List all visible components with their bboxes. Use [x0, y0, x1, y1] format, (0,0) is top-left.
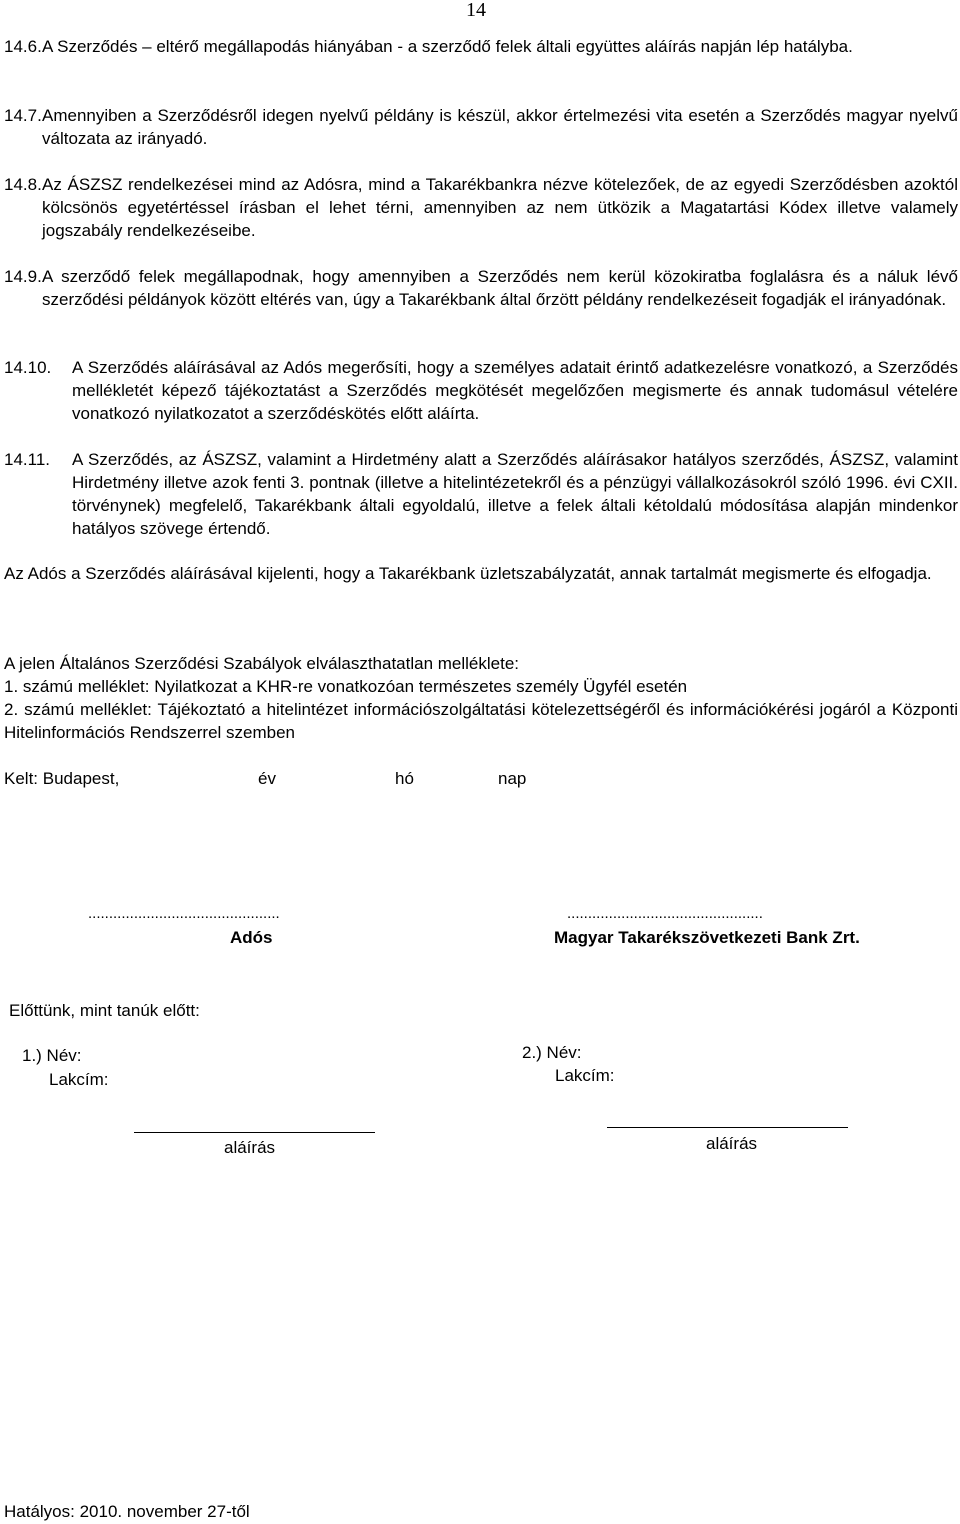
- date-day-label: nap: [498, 769, 527, 788]
- witness-1-signature-line: [134, 1132, 375, 1133]
- clause-number: 14.10.: [4, 358, 52, 377]
- witness-2-signature-label: aláírás: [706, 1134, 758, 1153]
- witness-1-signature-label: aláírás: [224, 1138, 276, 1157]
- annex-item-2: 2. számú melléklet: Tájékoztató a hitelintézet információszolgáltatási kötelezettségéről és információkérési jogáról a Központi Hitelinformációs Rendszerrel szemben: [4, 700, 958, 742]
- clause-14-7: [4, 104, 958, 150]
- clause-14-8: [4, 173, 958, 242]
- signatory-bank: Magyar Takarékszövetkezeti Bank Zrt.: [554, 928, 860, 947]
- witness-heading: Előttünk, mint tanúk előtt:: [9, 1001, 200, 1020]
- clause-number: 14.6.: [4, 37, 42, 56]
- clause-14-9: [4, 265, 958, 311]
- clause-text: Amennyiben a Szerződésről idegen nyelvű példány is készül, akkor értelmezési vita esetén a Szerződés magyar nyelvű változata az irányadó.: [42, 106, 958, 148]
- date-month-label: hó: [395, 769, 414, 788]
- signature-dots-left: ..............................................: [88, 905, 280, 922]
- clause-14-10: [4, 356, 958, 425]
- clause-text: Az ÁSZSZ rendelkezései mind az Adósra, mind a Takarékbankra nézve kötelezőek, de az egyedi Szerződésben azoktól kölcsönös egyetértéssel írásban el lehet térni, amennyiben az nem ütközik a Magatartási Kódex illetve valamely jogszabály rendelkezéseibe.: [42, 175, 958, 240]
- witness-1-name-label: 1.) Név:: [22, 1046, 82, 1065]
- footer-effective-date: Hatályos: 2010. november 27-től: [4, 1502, 250, 1521]
- clause-number: 14.11.: [4, 450, 51, 469]
- witness-2-address-label: Lakcím:: [555, 1066, 615, 1085]
- date-place: Kelt: Budapest,: [4, 769, 120, 788]
- clause-text: A Szerződés, az ÁSZSZ, valamint a Hirdetmény alatt a Szerződés aláírásakor hatályos szerződés, ÁSZSZ, valamint Hirdetmény illetve azok fenti 3. pontnak (illetve a hitelintézetekről és a pénzügyi vállalkozásokról szóló 1996. évi CXII. törvénynek) megfelelő, Takarékbank általi egyoldalú, illetve a felek általi kétoldalú módosítása alapján mindenkor hatályos szövege értendő.: [72, 450, 958, 538]
- annex-item-1: 1. számú melléklet: Nyilatkozat a KHR-re vonatkozóan természetes személy Ügyfél esetén: [4, 677, 688, 696]
- clause-text: A szerződő felek megállapodnak, hogy amennyiben a Szerződés nem kerül közokiratba foglalásra és a náluk lévő szerződési példányok között eltérés van, úgy a Takarékbank által őrzött példány rendelkezéseit fogadják el irányadónak.: [42, 267, 958, 309]
- clause-14-11: [4, 448, 958, 540]
- clause-14-6: [4, 35, 958, 58]
- clause-number: 14.7.: [4, 106, 42, 125]
- witness-2-signature-line: [607, 1127, 848, 1128]
- page-number: 14: [466, 0, 486, 21]
- witness-2-name-label: 2.) Név:: [522, 1043, 582, 1062]
- signature-dots-right: ...............................................: [567, 905, 763, 922]
- declaration-paragraph: Az Adós a Szerződés aláírásával kijelenti, hogy a Takarékbank üzletszabályzatát, annak tartalmát megismerte és elfogadja.: [4, 564, 932, 583]
- clause-number: 14.8.: [4, 175, 42, 194]
- clause-text: A Szerződés – eltérő megállapodás hiányában - a szerződő felek általi együttes aláírás napján lép hatályba.: [42, 37, 853, 56]
- clause-number: 14.9.: [4, 267, 42, 286]
- clause-text: A Szerződés aláírásával az Adós megerősíti, hogy a személyes adatait érintő adatkezelésre vonatkozó, a Szerződés mellékletét képező tájékoztatást a Szerződés megkötését megelőzően megismerte és annak tudomásul vételére vonatkozó nyilatkozatot a szerződéskötés előtt aláírta.: [72, 358, 958, 423]
- annex-intro: A jelen Általános Szerződési Szabályok elválaszthatatlan melléklete:: [4, 654, 520, 673]
- date-year-label: év: [258, 769, 276, 788]
- witness-1-address-label: Lakcím:: [49, 1070, 109, 1089]
- signatory-debtor: Adós: [230, 928, 273, 947]
